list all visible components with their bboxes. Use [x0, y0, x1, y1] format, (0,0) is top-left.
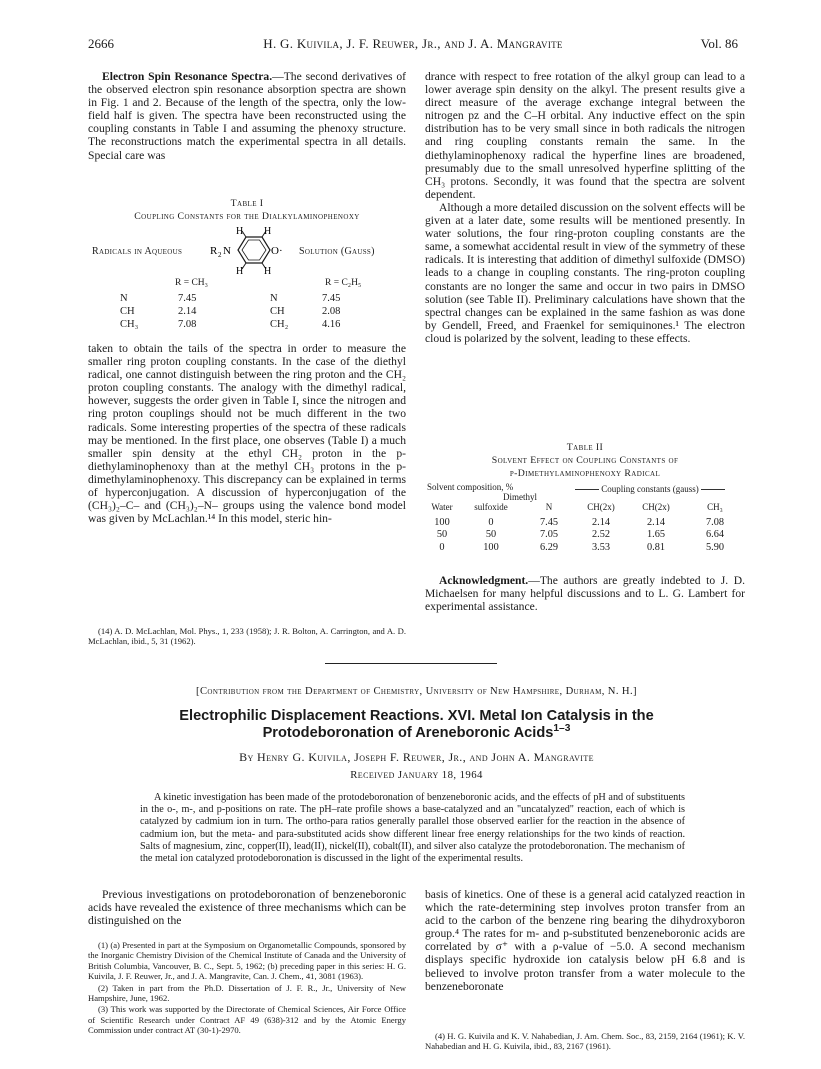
intro-left-text: Previous investigations on protodeboronation of benzeneboronic acids have revealed the existence of three mechanisms which can be distinguished on the	[88, 888, 406, 928]
table-2-grid	[425, 516, 745, 554]
article-title-line-2: Protodeboronation of Areneboronic Acids	[262, 725, 554, 741]
table-2-cell: 2.14	[646, 516, 666, 528]
running-header	[88, 36, 738, 54]
table-1	[88, 197, 406, 223]
table-1-cell-l-value: 7.45	[178, 293, 197, 304]
table-1-col-head-left: R = CH₃	[175, 278, 208, 288]
table-1-right-label: Solution (Gauss)	[299, 246, 375, 257]
table-2-head-coupling	[555, 484, 745, 495]
left-column-body	[88, 342, 406, 525]
esr-text: —The second derivatives of the observed electron spin resonance absorption spectra are shown in Fig. 1 and 2. Because of the length of the spectra, only the low-field half is given. The spectra have been reconstructed using the coupling constants in Table I and assuming the phenoxy structure. The reconstructions match the experimental spectra in all details. Special care was	[88, 70, 406, 162]
table-2-cell: 100	[434, 516, 450, 528]
ack-heading: Acknowledgment.	[439, 574, 529, 587]
footnote-1: (1) (a) Presented in part at the Symposium on Organometallic Compounds, sponsored by the Inorganic Chemistry Division of the Chemical Institute of Canada and the University of British Columbia, Vancouver, B. C., Sept. 5, 1962; (b) preceding paper in this series: H. G. Kuivila, J. F. Reuwer, Jr., and J. A. Mangravite, Can. J. Chem., 41, 3081 (1963).	[88, 940, 406, 982]
table-1-left-label: Radicals in Aqueous	[92, 246, 183, 257]
table-2-cell: 50	[485, 529, 497, 541]
table-2-cell: 6.29	[539, 541, 559, 553]
table-2-cell: 0.81	[646, 541, 666, 553]
table-2-cell: 3.53	[591, 541, 611, 553]
table-2-cell: 50	[436, 529, 448, 541]
intro-right	[425, 888, 745, 993]
oxy-radical: O·	[271, 245, 283, 257]
atom-h-bottom-right: H	[264, 266, 272, 274]
esr-heading: Electron Spin Resonance Spectra.	[102, 70, 273, 83]
table-2-col-head: CH(2x)	[642, 502, 670, 512]
table-2-caption-1: Solvent Effect on Coupling Constants of	[491, 455, 679, 466]
footnote-3: (3) This work was supported by the Directorate of Chemical Sciences, Air Force Office of Scientific Research under Contract AF 49 (638)-312 and by the Atomic Energy Commission under contract AT (30-1)-2970.	[88, 1004, 406, 1036]
table-1-cell-l-label: N	[120, 293, 128, 304]
table-2-col-head: Water	[431, 502, 453, 512]
table-1-cell-l-label: CH	[120, 306, 135, 317]
table-2-title: Table II	[566, 442, 604, 453]
table-1-cell-l-value: 2.14	[178, 306, 197, 317]
table-2-cell: 7.45	[539, 516, 559, 528]
table-1-row	[120, 305, 382, 318]
table-2-head-dimethyl: Dimethyl	[503, 492, 537, 502]
intro-right-text: basis of kinetics. One of these is a general acid catalyzed reaction in which the rate-determining step involves proton transfer from an acid to the carbon of the benzene ring bearing the dihydroxyboron group.⁴ The rates for m- and p-substituted benzeneboronic acids are correlated by σ⁺ with a ρ-value of −5.0. A second mechanism displays specific hydroxide ion catalysis below pH 6.8 and is believed to involve proton transfer from a water molecule to the benzeneboronate	[425, 888, 745, 993]
footnotes-left	[88, 940, 406, 1037]
volume-number: Vol. 86	[700, 36, 738, 51]
table-1-col-head-right: R = C₂H₅	[325, 278, 362, 288]
table-2-head-solvent: Solvent composition, %	[427, 482, 514, 492]
table-2-row	[425, 541, 745, 554]
phenoxy-structure-diagram	[210, 226, 296, 274]
article-title-line-1: Electrophilic Displacement Reactions. XVI. Metal Ion Catalysis in the	[179, 708, 654, 724]
table-2-cell: 2.14	[591, 516, 611, 528]
left-body-paragraph: taken to obtain the tails of the spectra in order to measure the smaller ring proton coupling constants. In the case of the diethyl radical, one cannot distinguish between the ring proton and the CH₂ proton coupling constants. The analogy with the dimethyl radical, however, suggests the order given in Table I, since the nitrogen and ring proton couplings should not be much different in the two radicals. Some interesting properties of the spectra of these radicals may be mentioned. In the first place, one observes (Table I) a much smaller spin density at the ethyl CH₂ proton in the p-diethylaminophenoxy than at the methyl CH₃ protons in the p-dimethylaminophenoxy. This discrepancy can be explained in terms of hyperconjugation. A discussion of hyperconjugation of the (CH₃)₂–C– and (CH₃)₂–N– groups using the valence bond model was given by McLachlan.¹⁴ In this model, steric hin-	[88, 342, 406, 526]
table-2-cell: 6.64	[705, 529, 725, 541]
table-1-data	[120, 278, 406, 331]
acknowledgment	[425, 574, 745, 613]
right-paragraph-1: drance with respect to free rotation of the alkyl group can lead to a lower average spin density on the alkyl. The present results give a direct measure of the average exchange integral between the nitrogen pz and the C–H orbital. Any inductive effect on the spin distribution has to be very small since in both radicals the nitrogen and ring coupling constants remain the same. In the diethylaminophenoxy radical the hyperfine lines are broadened, presumably due to the small unresolved hyperfine splitting of the CH₃ protons. Secondly, it was found that the spectra are solvent dependent.	[425, 70, 745, 201]
table-1-cell-r-value: 7.45	[322, 293, 341, 304]
table-2-col-head: CH₃	[707, 502, 723, 512]
header-authors: H. G. Kuivila, J. F. Reuwer, Jr., and J. A. Mangravite	[263, 36, 563, 51]
amine-r: R	[210, 245, 218, 257]
footnote-14	[88, 626, 406, 648]
table-1-grid	[120, 292, 382, 331]
table-2-cell: 0	[488, 516, 494, 528]
table-2-cell: 100	[483, 541, 499, 553]
table-2-caption-2: p-Dimethylaminophenoxy Radical	[509, 468, 661, 479]
ack-text: —The authors are greatly indebted to J. D. Michaelsen for many helpful discussions and to L. G. Lambert for experimental assistance.	[425, 574, 745, 614]
table-2-cell: 7.05	[539, 529, 559, 541]
table-2-col-head: CH(2x)	[587, 502, 615, 512]
table-2-cell: 7.08	[705, 516, 725, 528]
table-1-cell-r-label: CH₂	[270, 319, 289, 330]
received-date: Received January 18, 1964	[350, 769, 483, 781]
table-1-cell-r-label: CH	[270, 306, 285, 317]
table-1-title: Table I	[230, 198, 264, 209]
table-2-head-coupling-label: Coupling constants (gauss)	[601, 484, 699, 494]
footnote-4-text: (4) H. G. Kuivila and K. V. Nahabedian, J. Am. Chem. Soc., 83, 2159, 2164 (1961); K. V. Nahabedian and H. G. Kuivila, ibid., 83, 2167 (1961).	[425, 1031, 745, 1052]
intro-left	[88, 888, 406, 927]
benzene-ring-inner	[242, 240, 266, 260]
byline: By Henry G. Kuivila, Joseph F. Reuwer, Jr., and John A. Mangravite	[239, 750, 594, 764]
table-2-cell: 0	[439, 541, 445, 553]
page-number: 2666	[88, 36, 114, 51]
table-1-cell-l-label: CH₃	[120, 319, 139, 330]
table-2-col-head: N	[545, 502, 553, 512]
atom-h-top-left: H	[236, 226, 244, 237]
table-1-caption: Coupling Constants for the Dialkylaminophenoxy	[134, 211, 360, 222]
table-1-cell-r-value: 4.16	[322, 319, 341, 330]
table-1-cell-r-value: 2.08	[322, 306, 341, 317]
table-2-row	[425, 516, 745, 529]
separator-rule	[325, 663, 497, 664]
table-2-cell: 2.52	[591, 529, 611, 541]
article-title-footnote-ref: 1–3	[553, 723, 571, 735]
table-1-row	[120, 318, 382, 331]
table-1-cell-r-label: N	[270, 293, 278, 304]
atom-h-bottom-left: H	[236, 266, 244, 274]
amine-n: N	[223, 245, 231, 257]
esr-section	[88, 70, 406, 162]
table-2-cell: 5.90	[705, 541, 725, 553]
footnote-4	[425, 1031, 745, 1053]
article-title	[88, 708, 745, 742]
table-2-cell: 1.65	[646, 529, 666, 541]
table-1-row	[120, 292, 382, 305]
table-2-row	[425, 529, 745, 542]
footnote-2: (2) Taken in part from the Ph.D. Dissertation of J. F. R., Jr., University of New Hampshire, June, 1962.	[88, 982, 406, 1004]
table-1-cell-l-value: 7.08	[178, 319, 197, 330]
right-paragraph-2: Although a more detailed discussion on the solvent effects will be given at a later date, some results will be mentioned presently. In water solutions, the four ring-proton coupling constants are the same, a somewhat accidental result in view of the symmetry of these radicals. It is interesting that addition of dimethyl sulfoxide (DMSO) leads to a change in coupling constants. The ring-proton coupling constants are no longer the same and occur in two pairs in DMSO solution (see Table II). Preliminary calculations have shown that the spectral changes can be explained in the same fashion as was done by Gendell, Freed, and Fraenkel for semiquinones.¹ The electron cloud is polarized by the solvent, leading to these effects.	[425, 200, 745, 345]
benzene-ring	[238, 237, 270, 263]
abstract	[140, 792, 685, 865]
table-2-col-head: sulfoxide	[474, 502, 508, 512]
amine-subscript: 2	[218, 251, 222, 259]
right-column-body	[425, 70, 745, 345]
abstract-text: A kinetic investigation has been made of the protodeboronation of benzeneboronic acids, and the effects of pH and of substituents in the o-, m-, and p-positions on rate. The pH–rate profile shows a base-catalyzed and an "uncatalyzed" reaction, each of which is catalyzed by cadmium ion in turn. The ortho-para ratios generally parallel those observed earlier for the reaction in the absence of cadmium ion, but the meta- and para-substituted acids show different linear free energy relationships for the two kinds of reaction. Salts of magnesium, zinc, copper(II), lead(II), nickel(II), cobalt(II), and silver also catalyze the protodeboronation. The mechanism of the metal ion catalyzed protodeboronation is discussed in the light of the experimental results.	[140, 792, 685, 865]
atom-h-top-right: H	[264, 226, 272, 237]
contribution-line: [Contribution from the Department of Chemistry, University of New Hampshire, Durham, N. H.]	[196, 686, 637, 697]
footnote-14-text: (14) A. D. McLachlan, Mol. Phys., 1, 233 (1958); J. R. Bolton, A. Carrington, and A. D. McLachlan, ibid., 5, 31 (1962).	[88, 626, 406, 647]
table-2	[425, 441, 745, 554]
